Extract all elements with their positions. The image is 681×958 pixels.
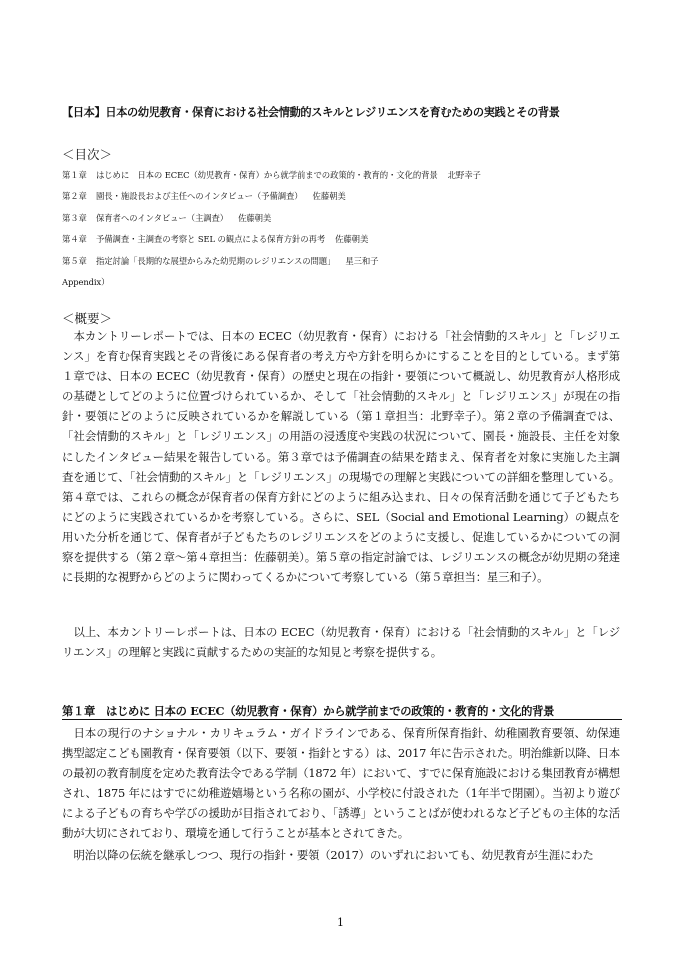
toc-heading: ＜目次＞ <box>62 147 113 162</box>
summary-heading: ＜概要＞ <box>62 311 113 326</box>
toc-chapter: 第５章 <box>62 255 87 266</box>
toc-chapter: 第４章 <box>62 234 87 245</box>
toc-chapter: 第１章 <box>62 170 87 180</box>
toc-chapter: 第３章 <box>62 212 87 223</box>
toc-item <box>62 212 481 233</box>
toc-title: 予備調査・主調査の考察と SEL の観点による保育方針の再考 <box>96 234 326 245</box>
section-heading-text: 第１章 はじめに 日本の ECEC（幼児教育・保育）から就学前までの政策的・教育的・文化的背景 <box>62 704 555 718</box>
toc-title: はじめに 日本の ECEC（幼児教育・保育）から就学前までの政策的・教育的・文化的背景 <box>96 170 438 180</box>
summary-paragraph: 以上、本カントリーレポートは、日本の ECEC（幼児教育・保育）における「社会情動的スキル」と「レジリエンス」の理解と実践に貢献するための実証的な知見と考察を提供する。 <box>62 625 620 660</box>
toc-item <box>62 255 481 276</box>
toc-title: 指定討論「長期的な展望からみた幼児期のレジリエンスの問題」 <box>96 255 336 266</box>
summary-paragraph: 本カントリーレポートでは、日本の ECEC（幼児教育・保育）における「社会情動的スキル」と「レジリエンス」を育む保育実践とその背後にある保育者の考え方や方針を明らかにすることを目的としている。まず第１章では、日本の ECEC（幼児教育・保育）の歴史と現在の指針・要領について概説し、幼児教育が人格形成の基礎としてどのように位置づけられているか、そして「社会情動的スキル」と「レジリエンス」が現在の指針・要領にどのように反映されているかを解説している（第１章担当：北野幸子）。第２章の予備調査では、「社会情動的スキル」と「レジリエンス」の用語の浸透度や実践の状況について、園長・施設長、主任を対象にしたインタビュー結果を報告している。第３章では予備調査の結果を踏まえ、保育者を対象に実施した主調査を通じて、「社会情動的スキル」と「レジリエンス」の現場での理解と実践についての詳細を整理している。第４章では、これらの概念が保育者の保育方針にどのように組み込まれ、日々の保育活動を通じて子どもたちにどのように実践されているかを考察している。さらに、SEL（Social and Emotional Learning）の観点を用いた分析を通じて、保育者が子どもたちのレジリエンスをどのように支援し、促進しているかについての洞察を提供する（第２章～第４章担当：佐藤朝美）。第５章の指定討論では、レジリエンスの概念が幼児期の発達に長期的な視野からどのように関わってくるかについて考察している（第５章担当：星三和子）。 <box>62 329 620 585</box>
body-paragraph: 日本の現行のナショナル・カリキュラム・ガイドラインである、保育所保育指針、幼稚園教育要領、幼保連携型認定こども園教育・保育要領（以下、要領・指針とする）は、2017 年に告示された。明治維新以降、日本の最初の教育制度を定めた教育法令である学制（1872 年）において、すでに保育施設における集団教育が構想され、1875 年にはすでに幼稚遊嬉場という名称の園が、小学校に付設された（1年半で閉園）。当初より遊びによる子どもの育ちや学びの援助が目指されており、「誘導」ということばが使われるなど子どもの主体的な活動が大切にされており、環境を通して行うことが基本とされてきた。 <box>62 726 620 841</box>
toc-item <box>62 233 481 254</box>
page-number: 1 <box>337 916 344 929</box>
toc-title: Appendix） <box>62 276 110 287</box>
toc-chapter: 第２章 <box>62 191 87 202</box>
body-paragraph: 明治以降の伝統を継承しつつ、現行の指針・要領（2017）のいずれにおいても、幼児教育が生涯にわた <box>73 848 594 862</box>
toc-title: 保育者へのインタビュー（主調査） <box>96 212 229 223</box>
toc-item <box>62 169 481 190</box>
table-of-contents <box>62 169 481 297</box>
toc-item <box>62 190 481 211</box>
section-heading <box>62 704 622 720</box>
document-title: 【日本】日本の幼児教育・保育における社会情動的スキルとレジリエンスを育むための実践とその背景 <box>62 105 560 119</box>
toc-title: 園長・施設長および主任へのインタビュー（予備調査） <box>96 191 303 202</box>
toc-item <box>62 276 481 297</box>
toc-author: 北野幸子 <box>447 170 481 180</box>
toc-author: 星三和子 <box>345 255 379 266</box>
toc-author: 佐藤朝美 <box>335 234 369 245</box>
toc-author: 佐藤朝美 <box>238 212 272 223</box>
toc-author: 佐藤朝美 <box>312 191 346 202</box>
